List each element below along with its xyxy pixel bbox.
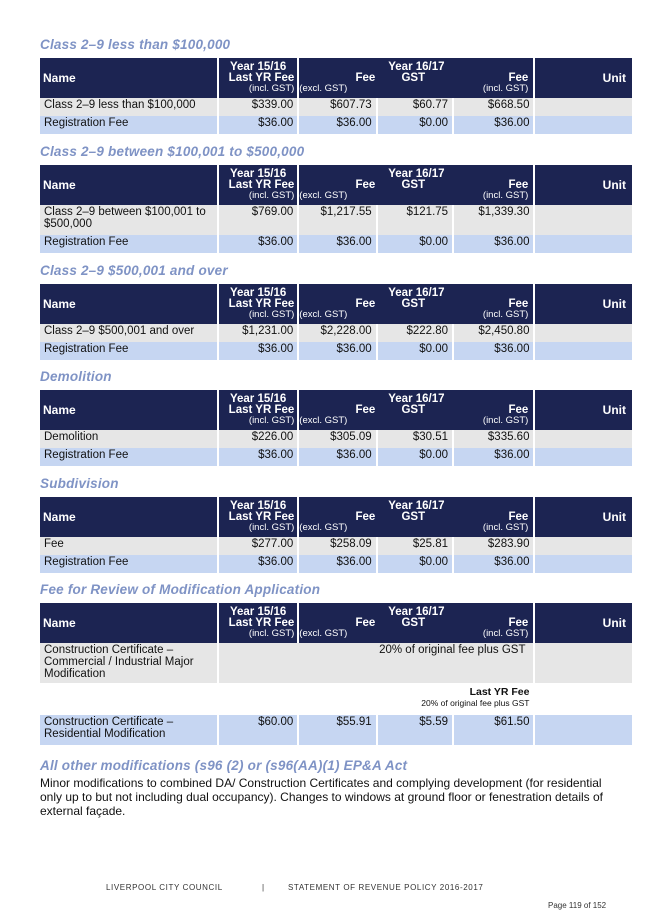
fee-table xyxy=(38,58,634,134)
gst-value: $30.51 xyxy=(378,430,452,448)
fee-table xyxy=(38,284,634,360)
col-name-header: Name xyxy=(40,58,217,98)
spacer xyxy=(40,683,217,715)
gst-value: $222.80 xyxy=(378,324,452,342)
last-yr-fee: $36.00 xyxy=(219,116,297,134)
col-last-yr-header xyxy=(219,284,297,324)
incl-gst-label: (incl. GST) xyxy=(248,522,295,533)
gst-label: GST xyxy=(401,617,426,629)
gst-label: GST xyxy=(401,511,426,523)
incl-gst-label: (incl. GST) xyxy=(248,309,295,320)
last-yr-fee-label: Last YR Fee xyxy=(228,404,295,416)
fee-table xyxy=(38,165,634,253)
fee-label: Fee xyxy=(355,72,376,84)
year2-label: Year 16/17 xyxy=(388,393,445,405)
last-yr-fee-label: Last YR Fee xyxy=(228,179,295,191)
last-yr-fee: $226.00 xyxy=(219,430,297,448)
unit-value xyxy=(535,643,632,683)
last-yr-value: 20% of original fee plus GST xyxy=(421,698,530,708)
last-yr-fee: $36.00 xyxy=(219,448,297,466)
fee-incl-gst: $36.00 xyxy=(454,448,533,466)
fee-excl-header xyxy=(299,299,375,320)
fee-table xyxy=(38,603,634,745)
footer-separator: | xyxy=(262,883,265,892)
fee-excl-header xyxy=(299,180,375,201)
col-unit-header: Unit xyxy=(535,284,632,324)
unit-value xyxy=(535,116,632,134)
incl-gst-label: (incl. GST) xyxy=(482,309,529,320)
fee-excl-gst: $258.09 xyxy=(299,537,375,555)
year2-label: Year 16/17 xyxy=(388,606,445,618)
year2-subheaders xyxy=(299,405,533,426)
fee-name: Class 2–9 $500,001 and over xyxy=(40,324,217,342)
fee-incl-gst: $335.60 xyxy=(454,430,533,448)
table-row xyxy=(40,116,632,134)
table-row xyxy=(40,342,632,360)
col-last-yr-header xyxy=(219,165,297,205)
incl-gst-label: (incl. GST) xyxy=(482,628,529,639)
incl-gst-label: (incl. GST) xyxy=(482,83,529,94)
year2-block xyxy=(299,62,533,94)
col-unit-header: Unit xyxy=(535,58,632,98)
year1-label: Year 15/16 xyxy=(229,61,287,73)
fee-incl-gst: $1,339.30 xyxy=(454,205,533,235)
year1-label: Year 15/16 xyxy=(229,393,287,405)
fee-label: Fee xyxy=(355,511,376,523)
col-year2-header xyxy=(299,497,533,537)
table-row xyxy=(40,98,632,116)
year2-subheaders xyxy=(299,512,533,533)
year1-label: Year 15/16 xyxy=(229,168,287,180)
gst-label: GST xyxy=(401,179,426,191)
year2-label: Year 16/17 xyxy=(388,500,445,512)
fee-name: Construction Certificate – Commercial / Industrial Major Modification xyxy=(40,643,217,683)
col-last-yr-header xyxy=(219,58,297,98)
fee-incl-header xyxy=(451,73,532,94)
fee-label: Fee xyxy=(355,617,376,629)
fee-excl-gst: $2,228.00 xyxy=(299,324,375,342)
last-yr-fee: $769.00 xyxy=(219,205,297,235)
gst-value: $5.59 xyxy=(378,715,452,745)
gst-value: $0.00 xyxy=(378,342,452,360)
col-year2-header xyxy=(299,603,533,643)
fee-excl-gst: $55.91 xyxy=(299,715,375,745)
fee-incl-gst: $36.00 xyxy=(454,555,533,573)
section-title: Class 2–9 between $100,001 to $500,000 xyxy=(40,144,305,159)
fee-label: Fee xyxy=(508,617,529,629)
table-row xyxy=(40,448,632,466)
table-row xyxy=(40,324,632,342)
footer-doc-title: STATEMENT OF REVENUE POLICY 2016-2017 xyxy=(288,883,484,892)
fee-name: Class 2–9 less than $100,000 xyxy=(40,98,217,116)
section-title: All other modifications (s96 (2) or (s96(AA)(1) EP&A Act xyxy=(40,758,408,773)
fee-incl-header xyxy=(451,512,532,533)
gst-label: GST xyxy=(401,72,426,84)
section-title: Fee for Review of Modification Application xyxy=(40,582,321,597)
col-name-header: Name xyxy=(40,390,217,430)
modification-description: Minor modifications to combined DA/ Construction Certificates and complying development (for residential only up to but not including dual occupancy). Changes to windows at ground floor or fenestration details of external façade. xyxy=(40,776,604,818)
unit-value xyxy=(535,555,632,573)
fee-name: Registration Fee xyxy=(40,342,217,360)
incl-gst-label: (incl. GST) xyxy=(248,83,295,94)
excl-gst-label: (excl. GST) xyxy=(299,83,348,94)
last-yr-label: Last YR Fee xyxy=(469,686,530,698)
fee-excl-gst: $36.00 xyxy=(299,342,375,360)
col-name-header: Name xyxy=(40,284,217,324)
fee-label: Fee xyxy=(355,404,376,416)
fee-excl-header xyxy=(299,73,375,94)
col-last-yr-header xyxy=(219,497,297,537)
col-name-header: Name xyxy=(40,165,217,205)
fee-incl-gst: $36.00 xyxy=(454,235,533,253)
gst-header xyxy=(375,180,451,201)
last-yr-fee-label: Last YR Fee xyxy=(228,617,295,629)
last-yr-fee-label: Last YR Fee xyxy=(228,511,295,523)
col-last-yr-header xyxy=(219,390,297,430)
fee-excl-gst: $36.00 xyxy=(299,448,375,466)
gst-label: GST xyxy=(401,404,426,416)
col-year2-header xyxy=(299,390,533,430)
fee-incl-gst: $2,450.80 xyxy=(454,324,533,342)
table-header-row xyxy=(40,390,632,430)
incl-gst-label: (incl. GST) xyxy=(482,522,529,533)
year2-subheaders xyxy=(299,299,533,320)
table-row xyxy=(40,430,632,448)
table-row xyxy=(40,205,632,235)
section-title: Subdivision xyxy=(40,476,119,491)
unit-value xyxy=(535,324,632,342)
fee-excl-gst: $305.09 xyxy=(299,430,375,448)
section-title: Demolition xyxy=(40,369,112,384)
gst-value: $0.00 xyxy=(378,235,452,253)
last-yr-fee: $36.00 xyxy=(219,235,297,253)
table-header-row xyxy=(40,165,632,205)
incl-gst-label: (incl. GST) xyxy=(482,190,529,201)
fee-incl-gst: $36.00 xyxy=(454,342,533,360)
fee-label: Fee xyxy=(508,404,529,416)
year2-subheaders xyxy=(299,618,533,639)
fee-incl-header xyxy=(451,405,532,426)
fee-incl-header xyxy=(451,299,532,320)
col-unit-header: Unit xyxy=(535,497,632,537)
table-header-row xyxy=(40,58,632,98)
unit-value xyxy=(535,235,632,253)
gst-header xyxy=(375,299,451,320)
table-header-row xyxy=(40,284,632,324)
table-row xyxy=(40,555,632,573)
incl-gst-label: (incl. GST) xyxy=(248,190,295,201)
fee-name: Fee xyxy=(40,537,217,555)
fee-excl-gst: $36.00 xyxy=(299,235,375,253)
page-number: Page 119 of 152 xyxy=(548,901,607,910)
excl-gst-label: (excl. GST) xyxy=(299,309,348,320)
year2-label: Year 16/17 xyxy=(388,287,445,299)
table-row xyxy=(40,643,632,683)
unit-value xyxy=(535,430,632,448)
gst-header xyxy=(375,405,451,426)
col-year2-header xyxy=(299,284,533,324)
year2-label: Year 16/17 xyxy=(388,168,445,180)
last-yr-fee: $36.00 xyxy=(219,342,297,360)
fee-label: Fee xyxy=(508,298,529,310)
year2-label: Year 16/17 xyxy=(388,61,445,73)
fee-name: Class 2–9 between $100,001 to $500,000 xyxy=(40,205,217,235)
gst-value: $0.00 xyxy=(378,555,452,573)
excl-gst-label: (excl. GST) xyxy=(299,628,348,639)
year1-label: Year 15/16 xyxy=(229,606,287,618)
fee-excl-header xyxy=(299,512,375,533)
fee-name: Registration Fee xyxy=(40,116,217,134)
fee-label: Fee xyxy=(508,72,529,84)
excl-gst-label: (excl. GST) xyxy=(299,190,348,201)
table-header-row xyxy=(40,603,632,643)
year1-label: Year 15/16 xyxy=(229,287,287,299)
col-name-header: Name xyxy=(40,497,217,537)
incl-gst-label: (incl. GST) xyxy=(248,415,295,426)
unit-value xyxy=(535,205,632,235)
unit-value xyxy=(535,342,632,360)
fee-incl-header xyxy=(451,180,532,201)
last-yr-row xyxy=(40,683,632,715)
last-yr-fee: $1,231.00 xyxy=(219,324,297,342)
excl-gst-label: (excl. GST) xyxy=(299,415,348,426)
col-year2-header xyxy=(299,165,533,205)
last-yr-cell xyxy=(219,683,534,715)
fee-name: Construction Certificate – Residential Modification xyxy=(40,715,217,745)
unit-value xyxy=(535,715,632,745)
incl-gst-label: (incl. GST) xyxy=(482,415,529,426)
fee-excl-gst: $36.00 xyxy=(299,555,375,573)
last-yr-fee: $277.00 xyxy=(219,537,297,555)
year1-label: Year 15/16 xyxy=(229,500,287,512)
fee-excl-gst: $36.00 xyxy=(299,116,375,134)
year2-block xyxy=(299,288,533,320)
fee-label: Fee xyxy=(508,511,529,523)
gst-header xyxy=(375,618,451,639)
gst-header xyxy=(375,73,451,94)
fee-incl-gst: $61.50 xyxy=(454,715,533,745)
fee-incl-header xyxy=(451,618,532,639)
fee-label: Fee xyxy=(508,179,529,191)
last-yr-fee: $36.00 xyxy=(219,555,297,573)
fee-name: Registration Fee xyxy=(40,555,217,573)
table-row xyxy=(40,537,632,555)
year2-block xyxy=(299,607,533,639)
last-yr-fee: $60.00 xyxy=(219,715,297,745)
unit-value xyxy=(535,537,632,555)
gst-header xyxy=(375,512,451,533)
year2-subheaders xyxy=(299,180,533,201)
fee-excl-header xyxy=(299,618,375,639)
col-unit-header: Unit xyxy=(535,165,632,205)
incl-gst-label: (incl. GST) xyxy=(248,628,295,639)
fee-description: 20% of original fee plus GST xyxy=(219,643,534,683)
fee-excl-header xyxy=(299,405,375,426)
fee-table xyxy=(38,497,634,573)
fee-name: Registration Fee xyxy=(40,235,217,253)
fee-label: Fee xyxy=(355,298,376,310)
gst-value: $0.00 xyxy=(378,116,452,134)
fee-excl-gst: $1,217.55 xyxy=(299,205,375,235)
year2-block xyxy=(299,501,533,533)
gst-value: $121.75 xyxy=(378,205,452,235)
spacer xyxy=(535,683,632,715)
fee-excl-gst: $607.73 xyxy=(299,98,375,116)
last-yr-fee: $339.00 xyxy=(219,98,297,116)
section-title: Class 2–9 less than $100,000 xyxy=(40,37,231,52)
gst-label: GST xyxy=(401,298,426,310)
fee-name: Demolition xyxy=(40,430,217,448)
col-last-yr-header xyxy=(219,603,297,643)
fee-incl-gst: $668.50 xyxy=(454,98,533,116)
unit-value xyxy=(535,448,632,466)
table-row xyxy=(40,235,632,253)
last-yr-fee-label: Last YR Fee xyxy=(228,72,295,84)
year2-block xyxy=(299,169,533,201)
unit-value xyxy=(535,98,632,116)
fee-name: Registration Fee xyxy=(40,448,217,466)
col-name-header: Name xyxy=(40,603,217,643)
footer-council: LIVERPOOL CITY COUNCIL xyxy=(106,883,223,892)
section-title: Class 2–9 $500,001 and over xyxy=(40,263,228,278)
col-unit-header: Unit xyxy=(535,603,632,643)
table-header-row xyxy=(40,497,632,537)
col-year2-header xyxy=(299,58,533,98)
table-row xyxy=(40,715,632,745)
fee-incl-gst: $283.90 xyxy=(454,537,533,555)
gst-value: $25.81 xyxy=(378,537,452,555)
gst-value: $0.00 xyxy=(378,448,452,466)
year2-block xyxy=(299,394,533,426)
fee-table xyxy=(38,390,634,466)
last-yr-fee-label: Last YR Fee xyxy=(228,298,295,310)
fee-incl-gst: $36.00 xyxy=(454,116,533,134)
excl-gst-label: (excl. GST) xyxy=(299,522,348,533)
year2-subheaders xyxy=(299,73,533,94)
gst-value: $60.77 xyxy=(378,98,452,116)
fee-label: Fee xyxy=(355,179,376,191)
col-unit-header: Unit xyxy=(535,390,632,430)
